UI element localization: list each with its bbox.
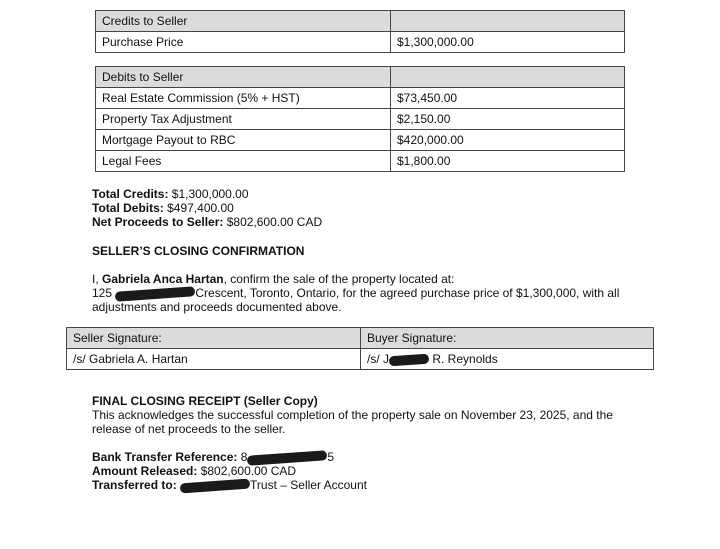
total-credits-label: Total Credits: [92,187,169,201]
confirmation-heading: SELLER’S CLOSING CONFIRMATION [92,244,305,258]
address-rest: Crescent, Toronto, Ontario, for the agreed purchase price of $1,300,000, with all [195,286,620,300]
row-value: $1,300,000.00 [391,32,625,53]
receipt-line-2: release of net proceeds to the seller. [92,422,286,436]
row-label: Legal Fees [96,151,391,172]
bank-reference-line [92,450,367,464]
table-row [96,32,625,53]
net-proceeds-label: Net Proceeds to Seller: [92,215,224,229]
row-label: Property Tax Adjustment [96,109,391,130]
transferred-to-line [92,478,367,492]
net-proceeds-line [92,215,322,229]
debits-header: Debits to Seller [96,67,391,88]
table-header-row [67,328,654,349]
receipt-paragraph [92,408,613,436]
table-row [96,109,625,130]
seller-signature-value: /s/ Gabriela A. Hartan [67,349,361,370]
amount-released-value: $802,600.00 CAD [197,464,297,478]
confirmation-suffix: , confirm the sale of the property located at: [223,272,455,286]
seller-signature-label: Seller Signature: [67,328,361,349]
row-value: $420,000.00 [391,130,625,151]
amount-released-label: Amount Released: [92,464,198,478]
credits-header-empty [391,11,625,32]
table-row [96,151,625,172]
buyer-signature-prefix: /s/ J [367,352,390,366]
transferred-to-label: Transferred to: [92,478,177,492]
total-debits-line [92,201,322,215]
total-debits-value: $497,400.00 [163,201,234,215]
signatures-table [66,327,654,370]
credits-table [95,10,625,53]
confirmation-prefix: I, [92,272,103,286]
net-proceeds-value: $802,600.00 CAD [223,215,323,229]
buyer-signature-suffix: R. Reynolds [429,352,498,366]
confirmation-line-3: adjustments and proceeds documented above. [92,300,342,314]
debits-header-empty [391,67,625,88]
row-value: $2,150.00 [391,109,625,130]
table-row [67,349,654,370]
credits-header: Credits to Seller [96,11,391,32]
row-label: Real Estate Commission (5% + HST) [96,88,391,109]
confirmation-line-2 [92,286,619,300]
table-row [96,88,625,109]
address-number: 125 [92,286,116,300]
receipt-heading: FINAL CLOSING RECEIPT (Seller Copy) [92,394,318,408]
total-credits-line [92,187,322,201]
row-value: $1,800.00 [391,151,625,172]
bank-reference-label: Bank Transfer Reference: [92,450,238,464]
table-header-row [96,67,625,88]
redaction-mark [389,353,430,366]
row-label: Purchase Price [96,32,391,53]
transfer-details [92,450,367,492]
confirmation-paragraph [92,272,619,314]
bank-reference-value: 8 [237,450,248,464]
row-label: Mortgage Payout to RBC [96,130,391,151]
seller-name: Gabriela Anca Hartan [102,272,224,286]
row-value: $73,450.00 [391,88,625,109]
amount-released-line [92,464,367,478]
buyer-signature-label: Buyer Signature: [361,328,654,349]
receipt-line-1: This acknowledges the successful completion of the property sale on November 23, 2025, and the [92,408,613,422]
total-debits-label: Total Debits: [92,201,164,215]
table-header-row [96,11,625,32]
debits-table [95,66,625,172]
buyer-signature-cell [361,349,654,370]
bank-reference-tail: 5 [327,450,335,464]
total-credits-value: $1,300,000.00 [168,187,249,201]
confirmation-line-1 [92,272,619,286]
totals-block [92,187,322,229]
transferred-to-value: Trust – Seller Account [250,478,367,492]
redaction-mark [180,478,251,493]
table-row [96,130,625,151]
